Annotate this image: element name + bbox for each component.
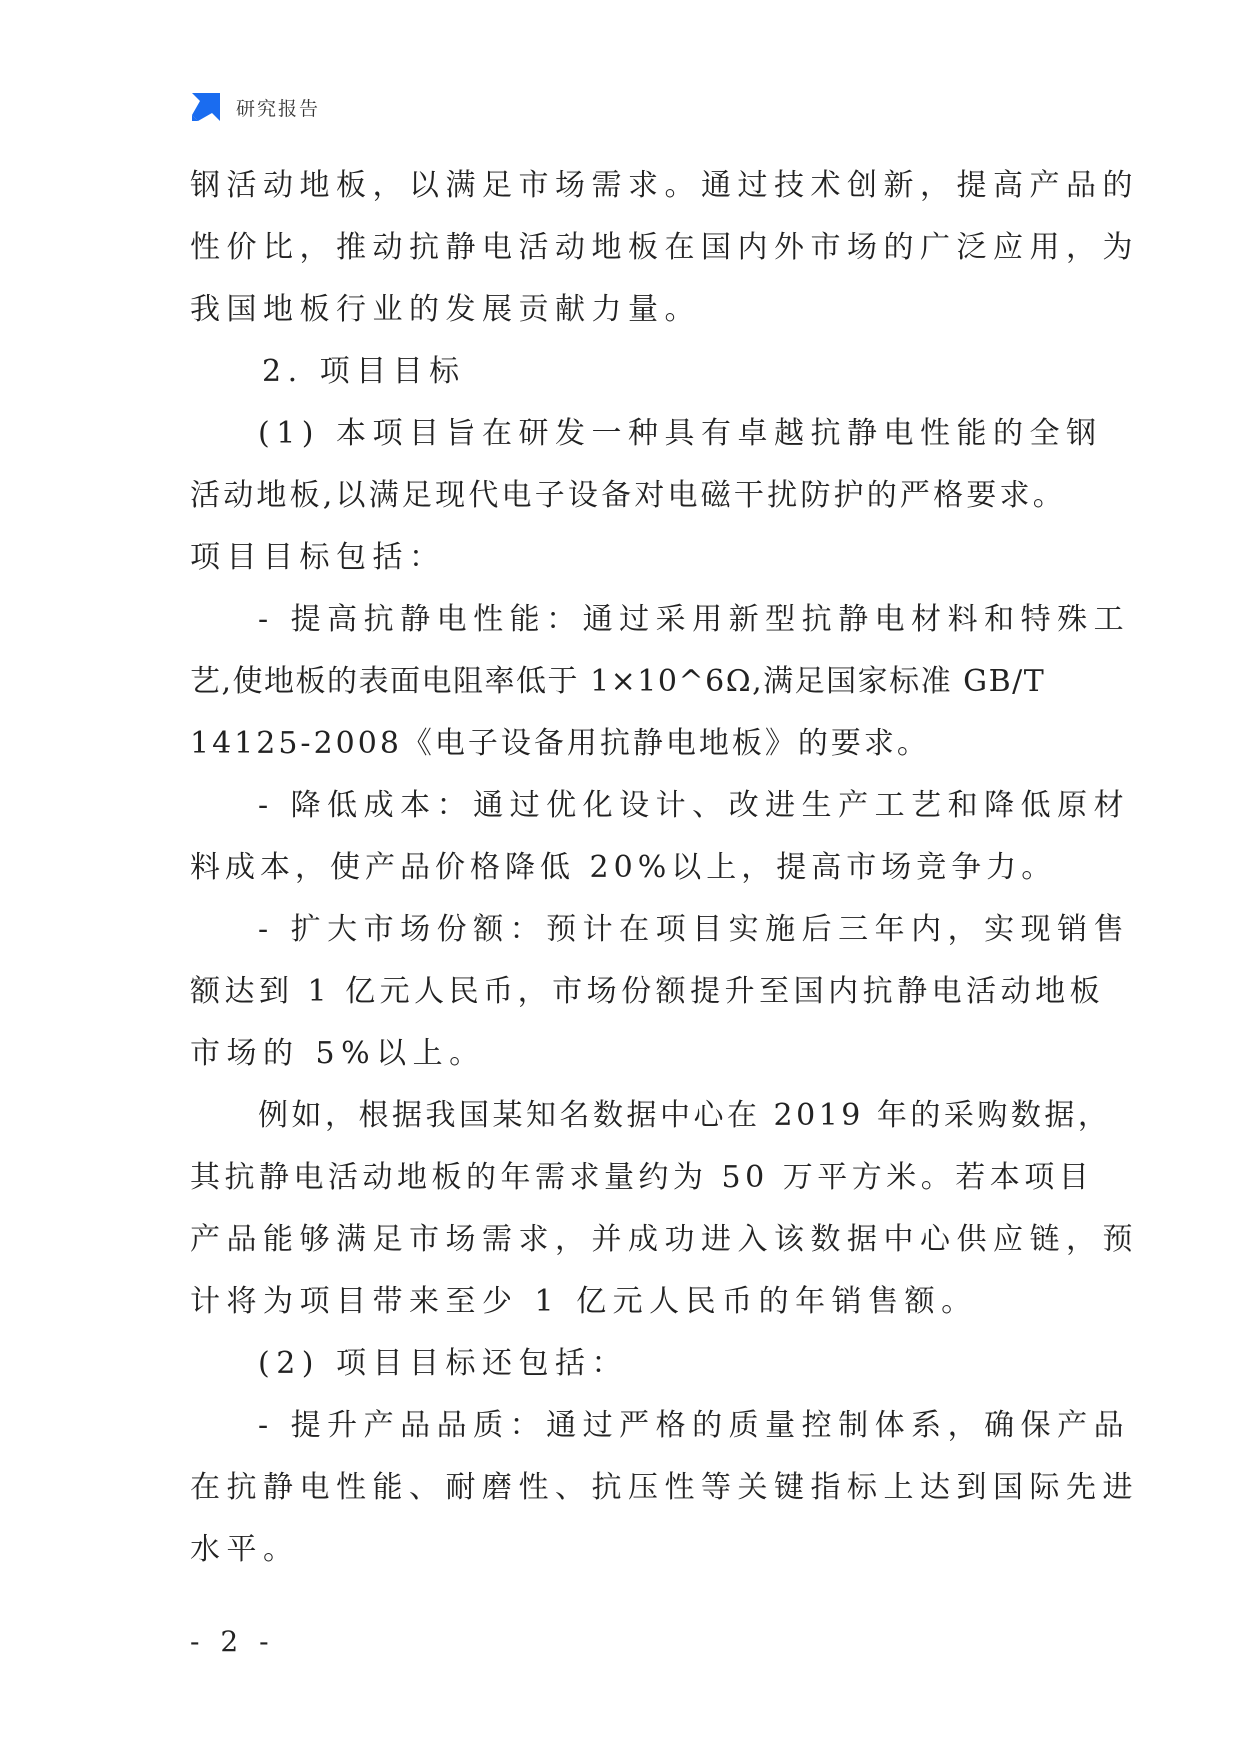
section-heading: 2. 项目目标	[262, 354, 466, 389]
page-number: - 2 -	[190, 1625, 275, 1658]
text-line: - 扩大市场份额：预计在项目实施后三年内，实现销售	[258, 912, 1131, 947]
header-title: 研究报告	[236, 97, 321, 120]
text-line: 水平。	[190, 1532, 300, 1567]
text-line: 项目目标包括：	[190, 540, 446, 575]
text-line: 在抗静电性能、耐磨性、抗压性等关键指标上达到国际先进	[190, 1470, 1139, 1505]
text-line: (1) 本项目旨在研发一种具有卓越抗静电性能的全钢	[258, 416, 1103, 451]
text-line: 钢活动地板，以满足市场需求。通过技术创新，提高产品的	[190, 168, 1139, 203]
text-line: 例如，根据我国某知名数据中心在 2019 年的采购数据，	[258, 1098, 1112, 1133]
text-line: 14125-2008《电子设备用抗静电地板》的要求。	[190, 726, 930, 761]
text-line: 我国地板行业的发展贡献力量。	[190, 292, 701, 327]
text-line: 市场的 5%以上。	[190, 1036, 486, 1071]
text-line: - 降低成本：通过优化设计、改进生产工艺和降低原材	[258, 788, 1131, 823]
text-line: 其抗静电活动地板的年需求量约为 50 万平方米。若本项目	[190, 1160, 1094, 1195]
page-header	[190, 90, 320, 124]
text-line: 艺,使地板的表面电阻率低于 1×10^6Ω,满足国家标准 GB/T	[190, 664, 1046, 699]
text-line: (2) 项目目标还包括：	[258, 1346, 629, 1381]
text-line: 额达到 1 亿元人民币，市场份额提升至国内抗静电活动地板	[190, 974, 1105, 1009]
text-line: - 提高抗静电性能：通过采用新型抗静电材料和特殊工	[258, 602, 1131, 637]
document-body	[190, 155, 1139, 1581]
text-line: 料成本，使产品价格降低 20%以上，提高市场竞争力。	[190, 850, 1057, 885]
text-line: 产品能够满足市场需求，并成功进入该数据中心供应链，预	[190, 1222, 1139, 1257]
text-line: 计将为项目带来至少 1 亿元人民币的年销售额。	[190, 1284, 978, 1319]
text-line: 活动地板,以满足现代电子设备对电磁干扰防护的严格要求。	[190, 478, 1066, 513]
text-line: - 提升产品品质：通过严格的质量控制体系，确保产品	[258, 1408, 1131, 1443]
arrow-up-right-icon	[190, 91, 222, 123]
text-line: 性价比，推动抗静电活动地板在国内外市场的广泛应用，为	[190, 230, 1139, 265]
